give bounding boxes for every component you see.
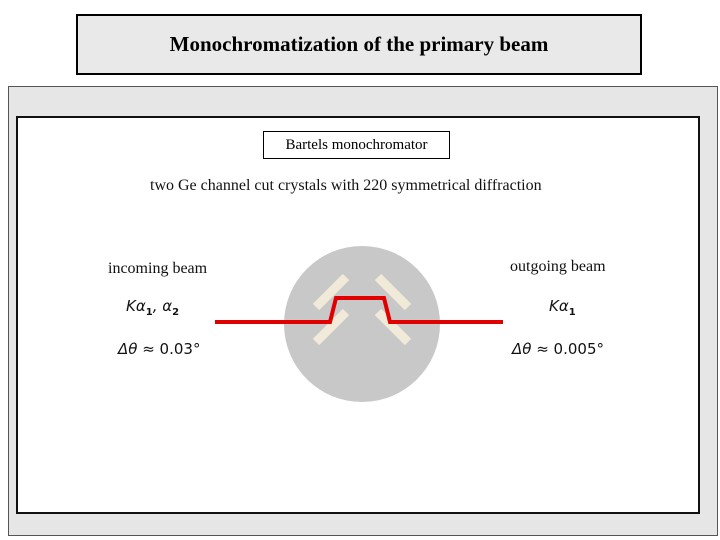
outgoing-divergence-value: ≈ 0.005° [531,340,604,358]
incoming-lines-sep: , α [152,297,173,315]
outgoing-beam-label: outgoing beam [510,258,606,275]
incoming-divergence-symbol: Δθ [118,340,138,358]
description-text: two Ge channel cut crystals with 220 symmetrical diffraction [150,177,542,194]
incoming-lines-sub2: 2 [172,307,180,318]
outgoing-lines-symbol: Kα [549,297,569,315]
device-label: Bartels monochromator [285,136,428,153]
incoming-lines-sub1: 1 [145,307,153,318]
page-title: Monochromatization of the primary beam [169,32,549,56]
outgoing-divergence-symbol: Δθ [512,340,532,358]
incoming-divergence-value: ≈ 0.03° [137,340,201,358]
incoming-lines-symbol: Kα [126,297,146,315]
incoming-beam-label: incoming beam [108,260,208,277]
outgoing-lines-sub1: 1 [568,307,576,318]
